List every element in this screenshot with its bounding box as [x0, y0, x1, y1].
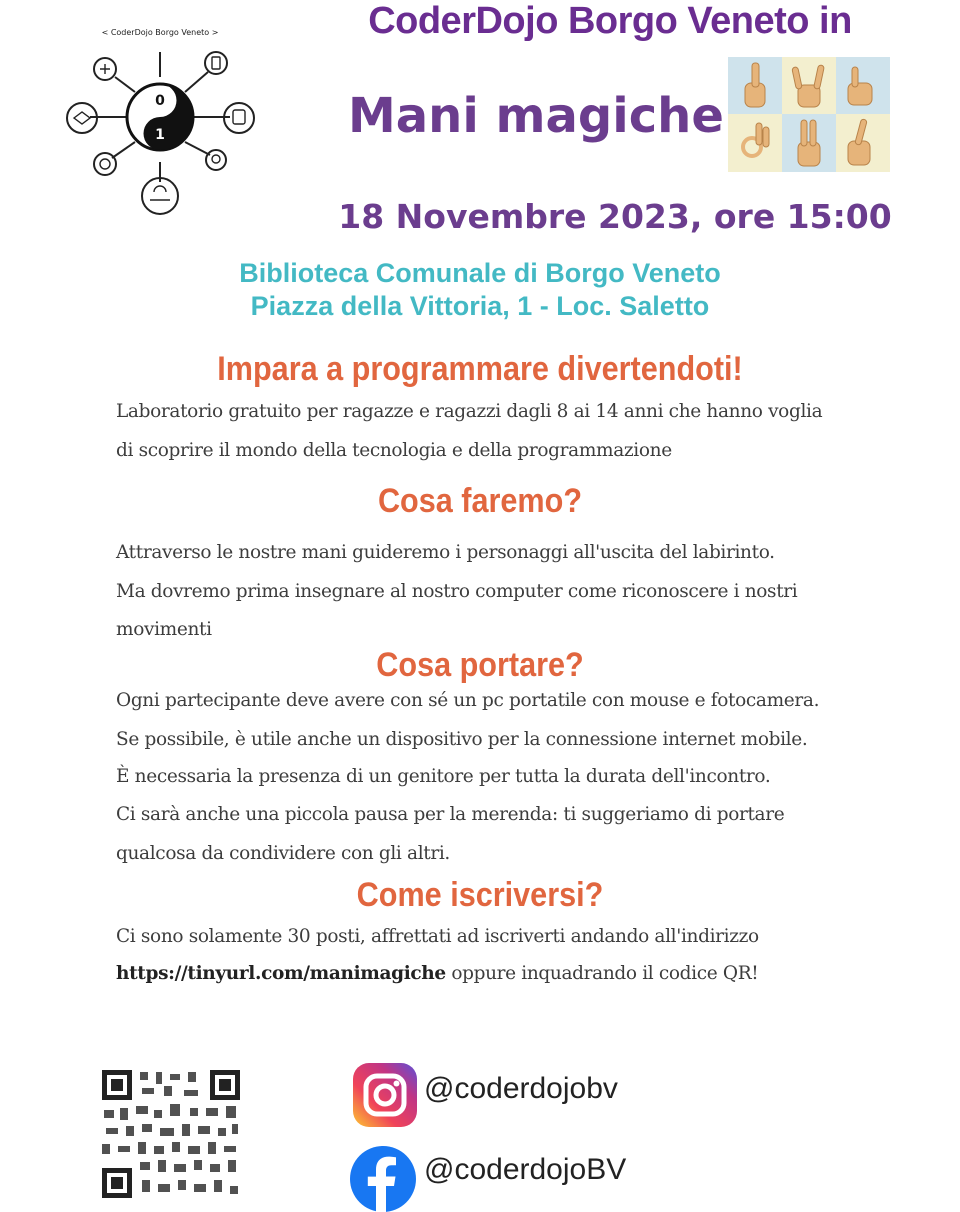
venue-name: Biblioteca Comunale di Borgo Veneto: [239, 258, 721, 288]
heading-impara: Impara a programmare divertendoti!: [217, 350, 743, 388]
title-line-1: CoderDojo Borgo Veneto in: [368, 0, 852, 42]
logo-caption: < CoderDojo Borgo Veneto >: [101, 28, 219, 37]
facebook-icon[interactable]: [350, 1146, 416, 1212]
heading-cosa-portare: Cosa portare?: [376, 646, 584, 684]
sign-language-hands-icon: [728, 57, 890, 172]
iscriversi-line-2: [116, 963, 916, 984]
title-line-2: Mani magiche: [348, 88, 724, 144]
portare-line-5: qualcosa da condividere con gli altri.: [116, 843, 450, 864]
venue-address: Piazza della Vittoria, 1 - Loc. Saletto: [250, 291, 710, 321]
portare-line-4: Ci sarà anche una piccola pausa per la merenda: ti suggeriamo di portare: [116, 804, 785, 825]
event-date: 18 Novembre 2023, ore 15:00: [338, 197, 892, 236]
portare-line-3: È necessaria la presenza di un genitore per tutta la durata dell'incontro.: [116, 766, 771, 787]
faremo-line-1: Attraverso le nostre mani guideremo i personaggi all'uscita del labirinto.: [116, 542, 775, 563]
coderdojo-logo-icon: [60, 22, 260, 217]
iscriversi-line-2-rest: oppure inquadrando il codice QR!: [445, 963, 759, 984]
svg-text:1: 1: [155, 127, 165, 143]
faremo-line-2: Ma dovremo prima insegnare al nostro computer come riconoscere i nostri: [116, 581, 798, 602]
faremo-line-3: movimenti: [116, 619, 212, 640]
instagram-icon[interactable]: [353, 1063, 417, 1127]
registration-link[interactable]: https://tinyurl.com/manimagiche: [116, 963, 446, 984]
heading-come-iscriversi: Come iscriversi?: [356, 876, 604, 914]
instagram-handle[interactable]: @coderdojobv: [424, 1072, 618, 1105]
iscriversi-line-1: Ci sono solamente 30 posti, affrettati ad iscriverti andando all'indirizzo: [116, 926, 759, 947]
heading-cosa-faremo: Cosa faremo?: [377, 482, 583, 520]
portare-line-1: Ogni partecipante deve avere con sé un pc portatile con mouse e fotocamera.: [116, 690, 820, 711]
svg-text:0: 0: [155, 93, 165, 109]
portare-line-2: Se possibile, è utile anche un dispositivo per la connessione internet mobile.: [116, 729, 808, 750]
impara-line-1: Laboratorio gratuito per ragazze e ragazzi dagli 8 ai 14 anni che hanno voglia: [116, 401, 823, 422]
qr-code-icon[interactable]: [100, 1068, 242, 1200]
facebook-handle[interactable]: @coderdojoBV: [424, 1153, 627, 1186]
impara-line-2: di scoprire il mondo della tecnologia e della programmazione: [116, 440, 672, 461]
